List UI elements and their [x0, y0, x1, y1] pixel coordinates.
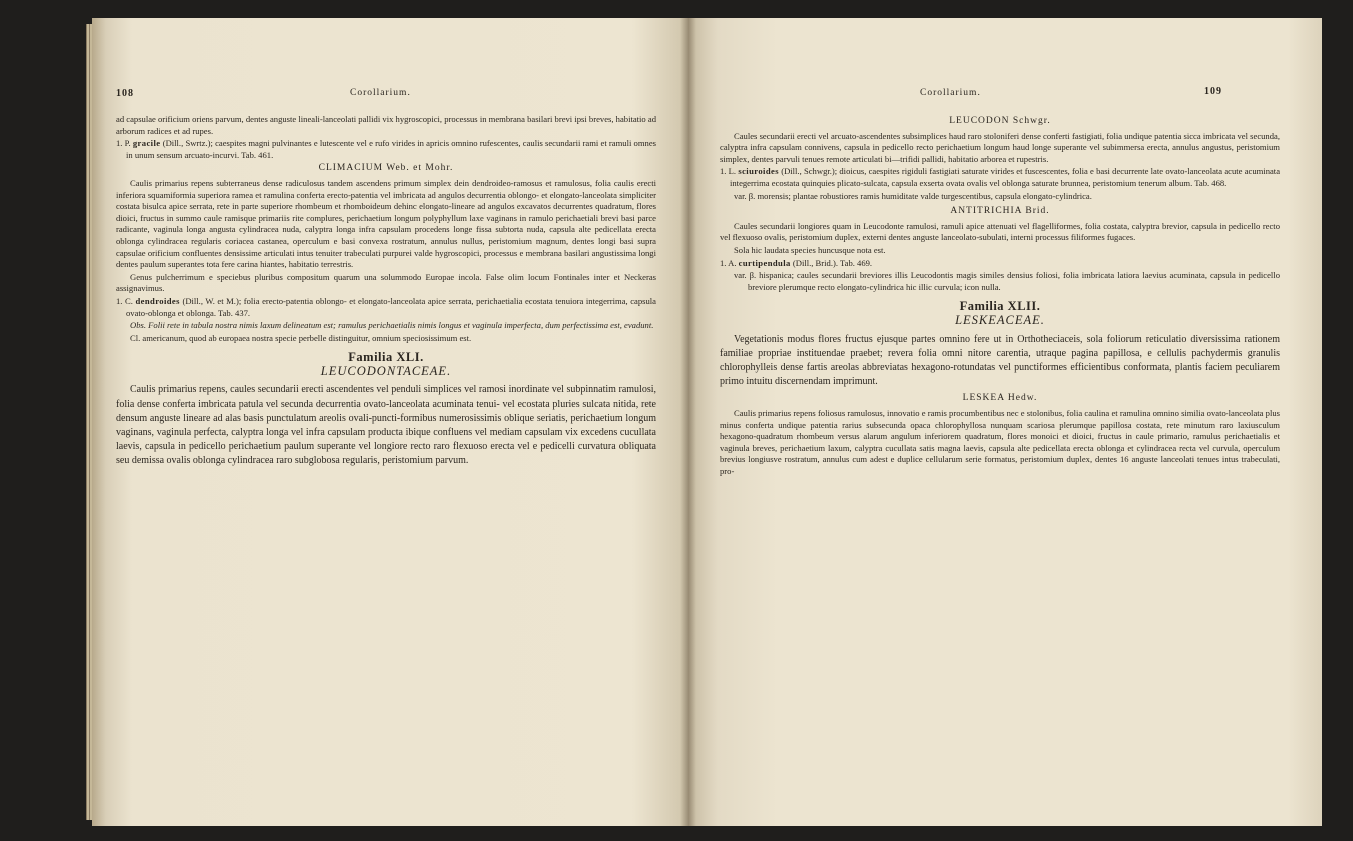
- genus-description: Caules secundarii erecti vel arcuato-ascendentes subsimplices haud raro stoloniferi dense conferti fastigiati, folia undique patentia sicca imbricata vel secunda, calyptra infra capsulam connivens, capsula in pedicello recto perichaetium longum haud longe superante vel subimmersa erecta, annulus angustus, peristomium simplex, dentes parvuli tenues remote articulati bi—trifidi pallidi, habitatio arborea et rupestris.: [720, 130, 1280, 164]
- species-entry-sciuroides: 1. L. sciuroides (Dill., Schwgr.); dioicus, caespites rigiduli fastigiati saturate virides et fuscescentes, folia e basi decurrente late ovato-lanceolata acute acuminata integerrima ecostata quinquies plicato-sulcata, capsula exserta ovata ovalis vel oblonga saturate brunnea, peristomium tenerum album. Tab. 468.: [720, 166, 1281, 188]
- species-name: gracile: [132, 138, 161, 149]
- family-name: LESKEACEAE.: [955, 312, 1045, 327]
- genus-heading-leucodon: LEUCODON Schwgr.: [949, 116, 1051, 126]
- genus-description: Caules secundarii longiores quam in Leucodonte ramulosi, ramuli apice attenuati vel flagelliformes, folia costata, calyptra brevior, capsula in pedicello recto vel flexuoso ovalis, peristomium duplex, externi dentes anguste lanceolato-subulati, interni processus filiformes fugaces.: [720, 220, 1280, 243]
- left-page-number: 108: [116, 88, 134, 99]
- left-page-text: [116, 114, 656, 470]
- species-name: curtipendula: [738, 257, 791, 268]
- family-name: LEUCODONTACEAE.: [320, 363, 452, 378]
- genus-heading-leskea: LESKEA Hedw.: [962, 393, 1038, 404]
- species-entry-gracile: 1. P. gracile (Dill., Swrtz.); caespites magni pulvinantes e lutescente vel e rufo virides in apricis omnino rufescentes, caulis secundarii rami et ramuli omnes in unum sensum arcuato-incurvi. Tab. 461.: [116, 138, 656, 160]
- left-page: [92, 18, 688, 826]
- species-name: sciuroides: [738, 166, 779, 177]
- genus-description: Caulis primarius repens foliosus ramulosus, innovatio e ramis procumbentibus nec e stolonibus, folia caulina et ramulina omnino similia ovato-lanceolata plus minus conferta undique patentia rarius subsecunda opaca chlorophyllosa nunquam scariosa plerumque papillosa costata, rete minutum raro laxiusculum hexagono-quadratum rhombeum versus alarum angulum inferiorem quadratum, flores monoici et dioici, fructus in caule primario, ramulus perichaetialis et vaginula breves, perichaetium laxum, calyptra cucullata satis magna laevis, capsula alte pedicellata erecta oblonga et cylindracea recta vel curvula, operculum brevius longiusve rostratum, annulus cum adest e duplice cellularum serie formatus, peristomium duplex, dentes 16 anguste lanceolati tenues intus trabeculati, pro-: [720, 407, 1280, 476]
- species-entry-curtipendula: 1. A. curtipendula (Dill., Brid.). Tab. 469.: [720, 257, 873, 268]
- genus-note: Genus pulcherrimum e speciebus pluribus compositum quarum una solummodo Europae incola. False olim locum Fontinales inter et Neckeras assignavimus.: [116, 271, 656, 294]
- right-running-head: Corollarium.: [920, 88, 981, 98]
- species-entry-dendroides: 1. C. dendroides (Dill., W. et M.); folia erecto-patentia oblongo- et elongato-lanceolata apice serrata, perichaetialia ecostata tenuiora integerrima, capsula ovato-oblonga et oblonga. Tab. 437.: [116, 295, 656, 318]
- variety-entry: var. β. morensis; plantae robustiores ramis humiditate valde turgescentibus, capsula elongato-cylindrica.: [734, 190, 1092, 201]
- right-page: [688, 18, 1322, 826]
- observation-note: Obs. Folii rete in tabula nostra nimis laxum delineatum est; ramulus perichaetialis nimis longus et vaginula imperfecta, dum perfectissima est, evadunt.: [130, 320, 654, 331]
- species-name: dendroides: [135, 295, 180, 306]
- observation-note: Cl. americanum, quod ab europaea nostra specie perbelle distinguitur, omnium speciosissimum est.: [130, 332, 472, 343]
- variety-entry: var. β. hispanica; caules secundarii breviores illis Leucodontis magis similes densius foliosi, folia imbricata latiora laevius acuminata, capsula in pedicello breviore plerumque recto elongato-cylindrica hic illic curvula; icon nulla.: [734, 270, 1280, 292]
- left-running-head: Corollarium.: [350, 88, 411, 98]
- family-heading: Familia XLII.: [959, 299, 1041, 314]
- genus-heading-antitrichia: ANTITRICHIA Brid.: [950, 206, 1050, 217]
- continued-paragraph: ad capsulae orificium oriens parvum, dentes anguste lineali-lanceolati pallidi vix hygroscopici, processus in membrana basilari brevi ipsi breves, habitatio ad arborum radices et ad rupes.: [116, 114, 656, 136]
- open-book: [92, 18, 1322, 826]
- family-description: Vegetationis modus flores fructus ejusque partes omnino fere ut in Orthotheciaceis, sola foliorum reticulatio diversissima rationem familiae propriae instituendae praebet; revera folia omni nitore carentia, utraque pagina papillosa, e cellulis pachydermis granulis chlorophylleis dense fartis areolas abbreviatas hexagono-rotundatas vel punctiformes efficientibus conformata, plantis faciem peculiarem primo intuitu discernendam imprimunt.: [720, 333, 1280, 388]
- right-page-number: 109: [1204, 86, 1222, 97]
- right-page-text: [720, 114, 1280, 478]
- genus-note: Sola hic laudata species huncusque nota est.: [734, 244, 886, 255]
- book-gutter: [680, 18, 696, 826]
- family-heading: Familia XLI.: [348, 350, 424, 365]
- family-description: Caulis primarius repens, caules secundarii erecti ascendentes vel penduli simplices vel ramosi inordinate vel subpinnatim ramulosi, folia dense conferta imbricata patula vel secunda decurrentia ovato-lanceolata acuminata tenui- vel ecostata pluries sulcata nitida, rete densum anguste lineare ad alas basis punctulatum areolis ovali-puncti-formibus numerosissimis oblique seriatis, perichaetium longum vaginans, vaginula perfecta, calyptra longa vel infra capsulam producta ibique confluens vel mediam capsulam vix excedens cucullata laevis, capsula in pedicello perichaetium paulum superante vel longiore recto raro flexuoso erecta vel e pedicelli curvatura obliquata seu demissa ovalis oblonga cylindracea raro subglobosa regularis, peristomium parvum.: [116, 384, 656, 467]
- genus-description: Caulis primarius repens subterraneus dense radiculosus tandem ascendens primum simplex dein dendroideo-ramosus et ramulosus, folia caulis erecti inferiora squamiformia superiora ramea et ramulina conferta erecto-patentia vel imbricata ad angulos decurrentia oblongo- et elongato-lanceolata simpliciter costata bisulca apice serrata, rete in parte superiore rhombeum et rhomboideum dehinc elongato-lineare ad angulos excavatos decurrentes quadratum, flores dioici, fructus in summo caule ramisque primariis rite complures, perichaetium longum polyphyllum laxe vaginans in ramulo perichaetiali brevi basi parce radicante, vaginula longa angusta cylindracea nuda, calyptra longa infra capsulam procedens longe fissa subtorta nuda, capsula alte pedicellata erecta oblonga cylindracea regularis coriacea castanea, operculum e basi convexa rostratum, annulus nullus, peristomium magnum, dentes longi basi supra capsulae orificium confluentes densissime articulati intus tenuiter trabeculati purpurei valde hygroscopici, processus e membrana basilari angustissima longi dentes paulum superantes tota fere carina hiantes, habitatio terrestris.: [116, 177, 656, 270]
- genus-heading-climacium: CLIMACIUM Web. et Mohr.: [318, 163, 454, 174]
